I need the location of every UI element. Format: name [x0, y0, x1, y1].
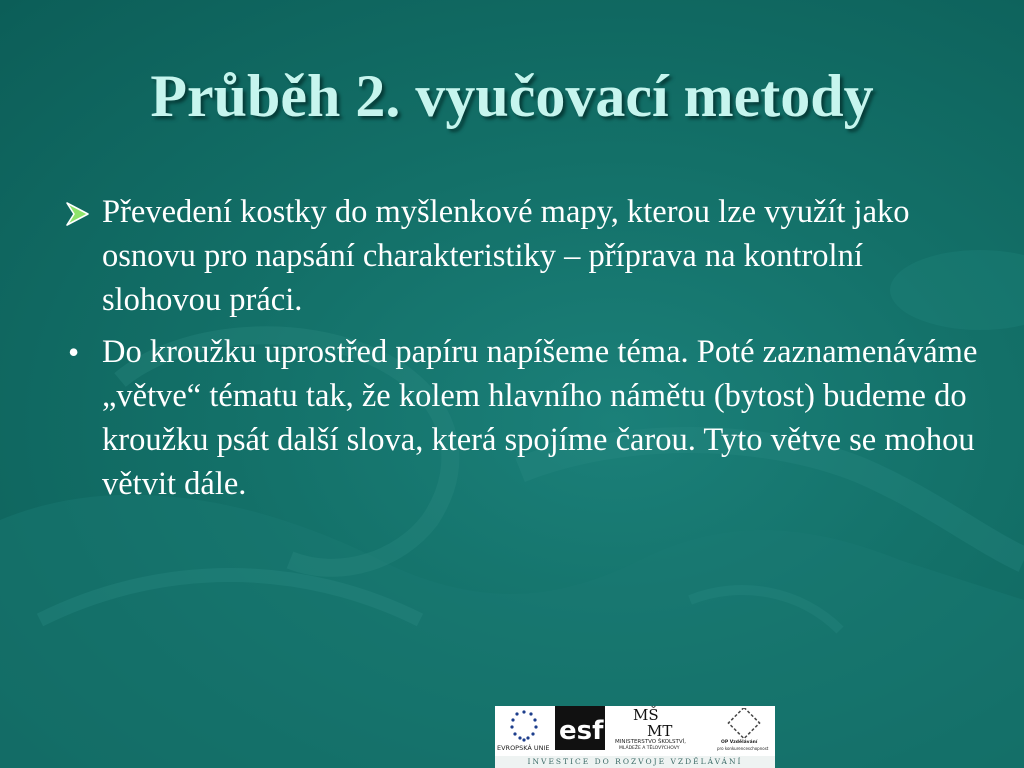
- esf-label: esf: [559, 716, 604, 746]
- bullet-list: [62, 190, 982, 514]
- op-label-2: pro konkurenceschopnost: [717, 746, 769, 751]
- eu-label: EVROPSKÁ UNIE: [497, 744, 550, 752]
- op-logo: [717, 706, 773, 754]
- bullet-text-2: Do kroužku uprostřed papíru napíšeme téma. Poté zaznamenáváme „větve“ tématu tak, že kolem hlavního námětu (bytost) budeme do kroužku psát další slova, která spojíme čarou. Tyto větve se mohou větvit dále.: [102, 334, 978, 502]
- msmt-label-1: MINISTERSTVO ŠKOLSTVÍ,: [615, 739, 687, 745]
- arrow-bullet-icon: [62, 190, 94, 234]
- bullet-item-2: [62, 330, 982, 506]
- slide-title: Průběh 2. vyučovací metody: [150, 63, 874, 129]
- msmt-label-2: MLÁDEŽE A TĚLOVÝCHOVY: [619, 746, 680, 751]
- bullet-item-1: [62, 190, 982, 322]
- op-label-1: OP Vzdělávání: [721, 740, 758, 745]
- msmt-logo: [607, 706, 707, 754]
- dot-bullet-icon: •: [68, 334, 80, 370]
- msmt-mark-icon: [627, 706, 687, 738]
- bullet-text-1: Převedení kostky do myšlenkové mapy, kterou lze využít jako osnovu pro napsání charakteristiky – příprava na kontrolní slohovou práci.: [102, 194, 910, 318]
- svg-text:MŠ: MŠ: [633, 706, 659, 724]
- footer-band-text: INVESTICE DO ROZVOJE VZDĚLÁVÁNÍ: [527, 757, 743, 766]
- esf-logo: [555, 706, 605, 750]
- svg-text:MT: MT: [647, 722, 673, 738]
- footer-band: [495, 756, 775, 768]
- footer-logos: [495, 706, 775, 768]
- op-mark-icon: [725, 708, 765, 740]
